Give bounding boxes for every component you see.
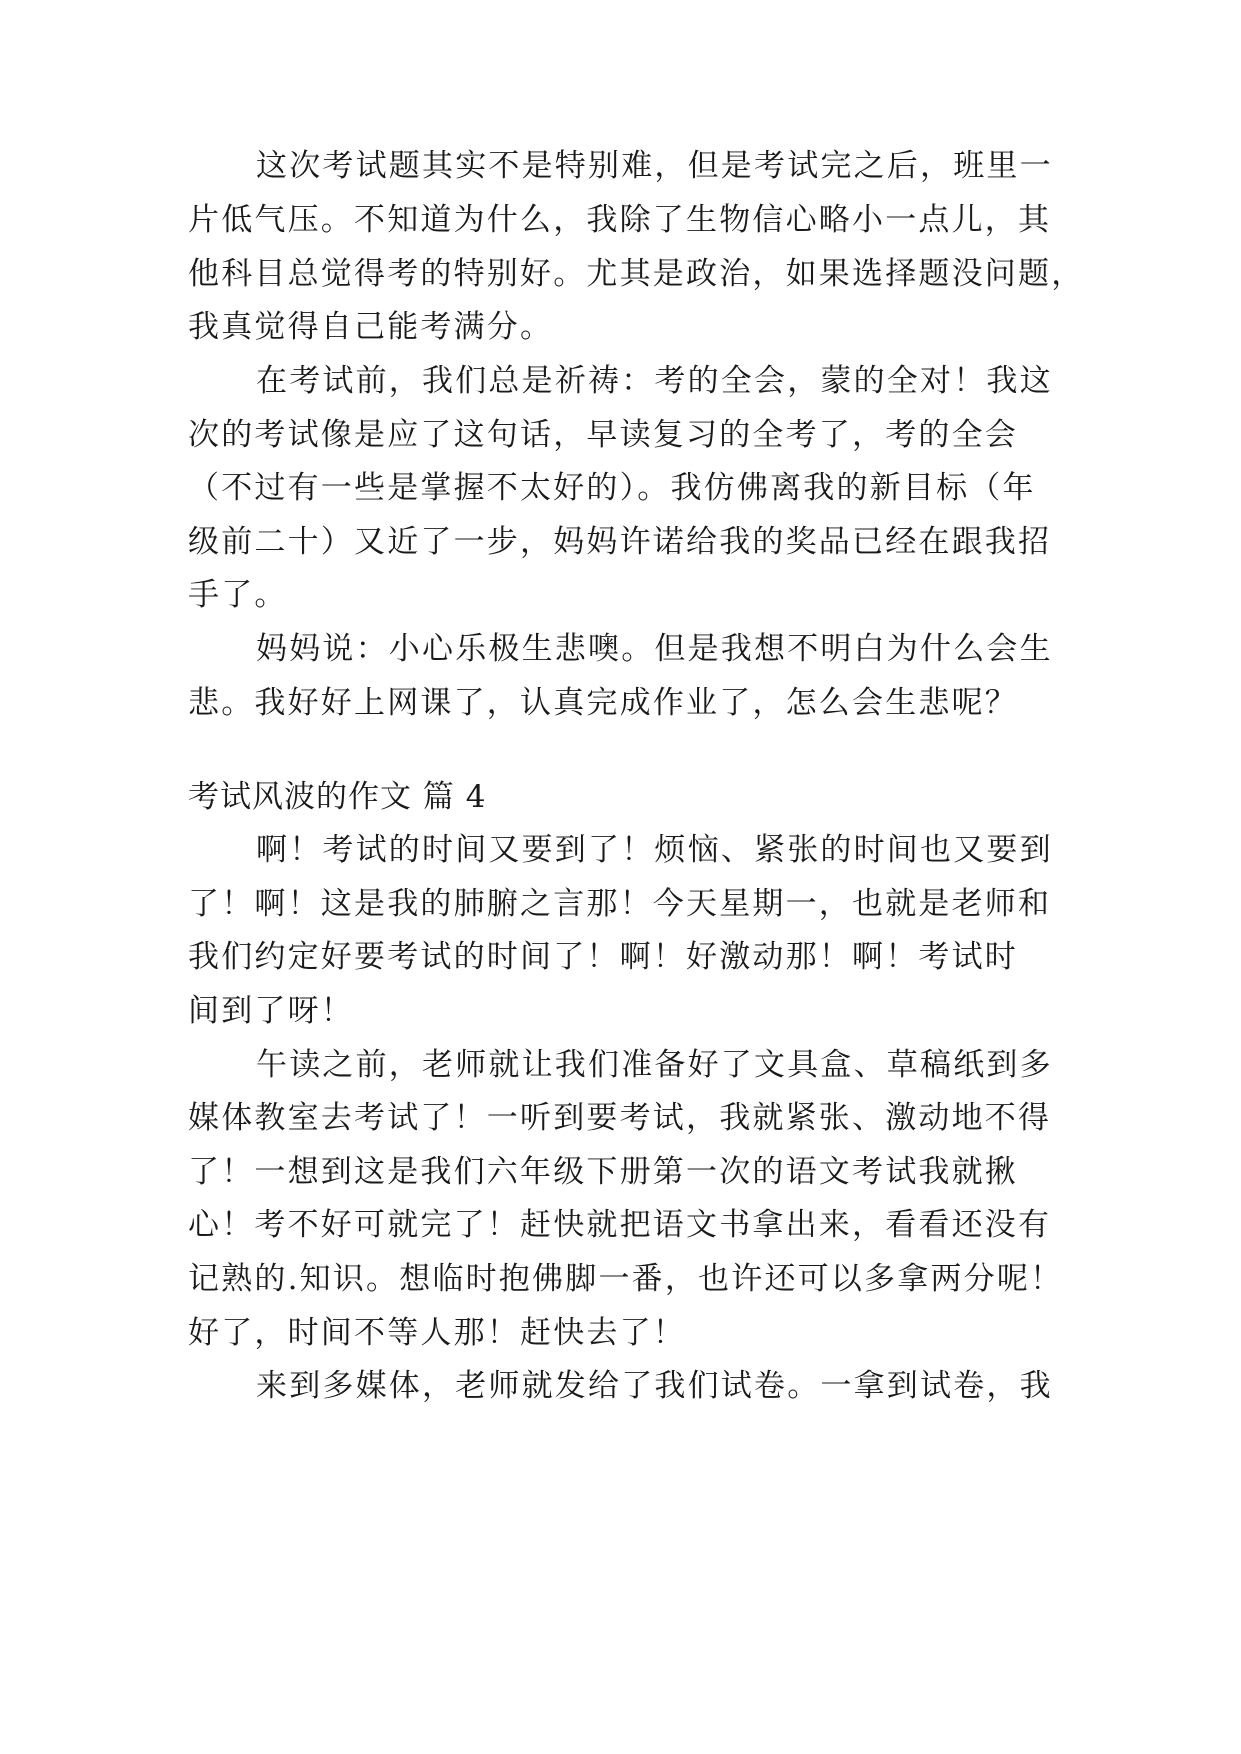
text-line: 在考试前，我们总是祈祷：考的全会，蒙的全对！我这 [256, 363, 1053, 399]
text-line: 好了，时间不等人那！赶快去了！ [188, 1315, 686, 1351]
text-line: 这次考试题其实不是特别难，但是考试完之后，班里一 [256, 148, 1053, 184]
text-line: 啊！考试的时间又要到了！烦恼、紧张的时间也又要到 [256, 832, 1053, 868]
text-line: 我真觉得自己能考满分。 [188, 309, 554, 345]
text-line: 手了。 [188, 577, 288, 613]
text-line: 片低气压。不知道为什么，我除了生物信心略小一点儿，其 [188, 202, 1052, 238]
text-line: 级前二十）又近了一步，妈妈许诺给我的奖品已经在跟我招 [188, 524, 1052, 560]
text-line: 记熟的.知识。想临时抱佛脚一番，也许还可以多拿两分呢！ [188, 1261, 1064, 1297]
text-line: 妈妈说：小心乐极生悲噢。但是我想不明白为什么会生 [256, 631, 1053, 667]
text-line: 媒体教室去考试了！一听到要考试，我就紧张、激动地不得 [188, 1100, 1052, 1136]
text-line: 心！考不好可就完了！赶快就把语文书拿出来，看看还没有 [188, 1207, 1052, 1243]
text-line: 悲。我好好上网课了，认真完成作业了，怎么会生悲呢？ [188, 685, 1018, 721]
text-line: 间到了呀！ [188, 993, 354, 1029]
text-line: 来到多媒体，老师就发给了我们试卷。一拿到试卷，我 [256, 1368, 1053, 1404]
text-line: 次的考试像是应了这句话，早读复习的全考了，考的全会 [188, 417, 1018, 453]
text-line: （不过有一些是掌握不太好的）。我仿佛离我的新目标（年 [188, 470, 1036, 506]
text-line: 了！一想到这是我们六年级下册第一次的语文考试我就揪 [188, 1154, 1018, 1190]
text-line: 午读之前，老师就让我们准备好了文具盒、草稿纸到多 [256, 1047, 1053, 1083]
section-heading: 考试风波的作文 篇 4 [188, 779, 487, 815]
text-line: 我们约定好要考试的时间了！啊！好激动那！啊！考试时 [188, 939, 1018, 975]
text-line: 了！啊！这是我的肺腑之言那！今天星期一，也就是老师和 [188, 886, 1052, 922]
text-line: 他科目总觉得考的特别好。尤其是政治，如果选择题没问题， [188, 256, 1085, 292]
